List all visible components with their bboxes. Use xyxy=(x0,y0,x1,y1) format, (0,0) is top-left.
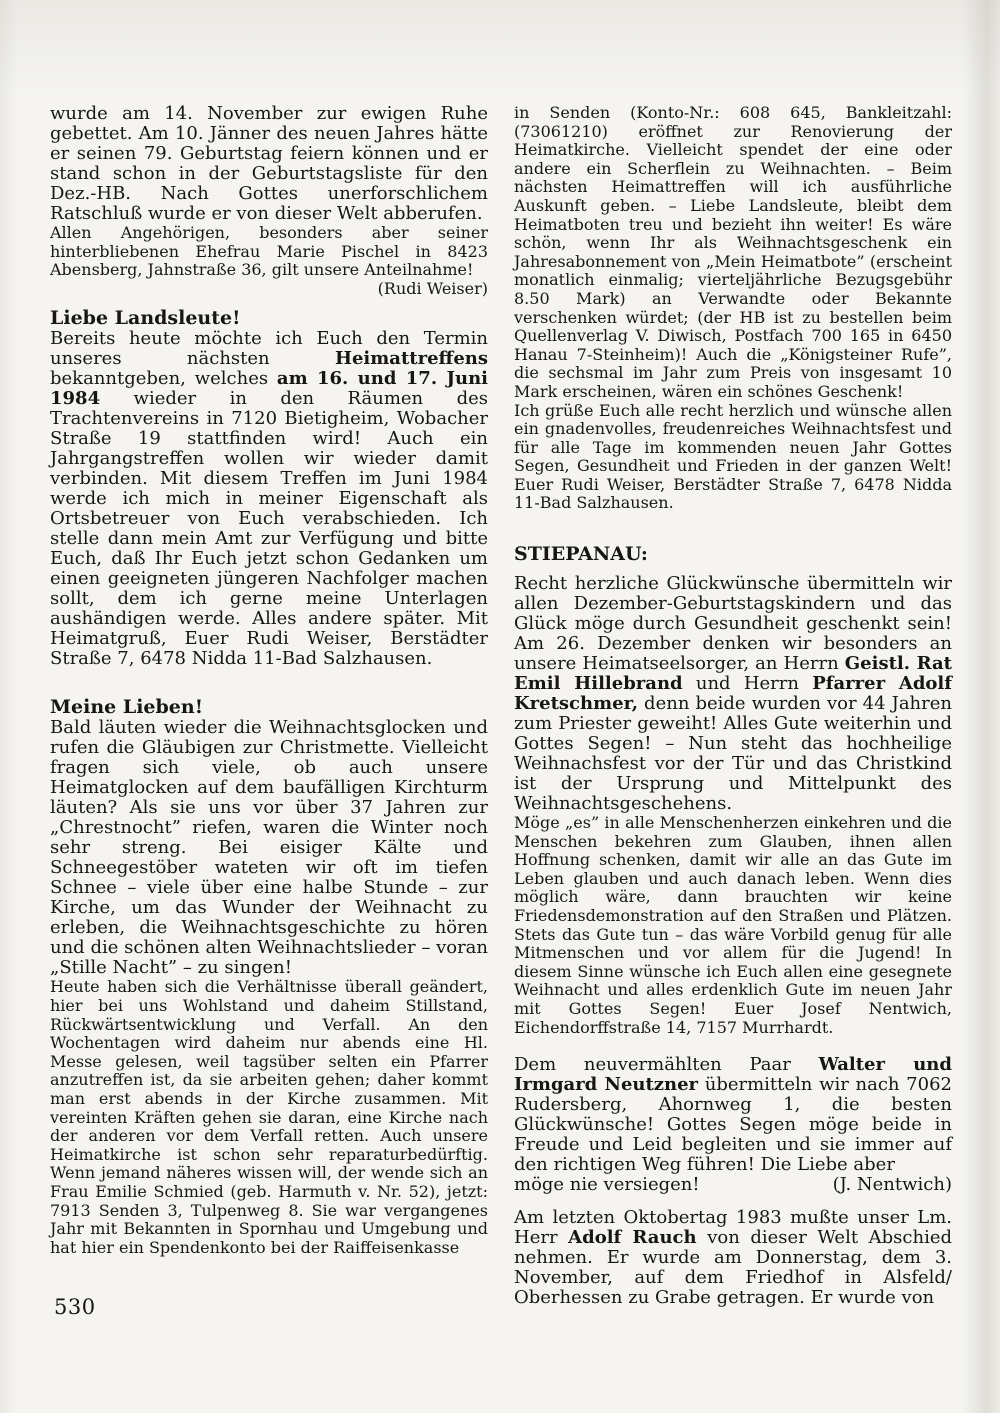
heimatkirche-paragraph: Heute haben sich die Verhältnisse überall geändert, hier bei uns Wohlstand und daheim Stillstand, Rückwärtsentwicklung und Verfall. An den Wochentagen wird daheim nur abends eine Hl. Messe gelesen, weil tagsüber selten ein Pfarrer anzutreffen ist, da sie arbeiten gehen; daher kommt man erst abends in der Kirche zusammen. Mit vereinten Kräften gehen sie daran, eine Kirche nach der anderen vor dem Verfall retten. Auch unsere Heimatkirche ist schon sehr reparaturbedürftig. Wenn jemand näheres wissen will, der wende sich an Frau Emilie Schmied (geb. Harmuth v. Nr. 52), jetzt: 7913 Senden 3, Tulpenweg 8. Sie war vergangenes Jahr mit Bekannten in Spornhau und Umgebung und hat hier ein Spendenkonto bei der Raiffeisenkasse xyxy=(50,977,488,1257)
obituary-paragraph: wurde am 14. November zur ewigen Ruhe gebettet. Am 10. Jänner des neuen Jahres hätte er seinen 79. Geburtstag feiern können und er stand schon in der Geburtstagsliste für den Dez.-HB. Nach Gottes unerforschlichem Ratschluß wurde er von dieser Welt abberufen. xyxy=(50,103,488,224)
stiepanau-paragraph: Recht herzliche Glückwünsche übermitteln wir allen Dezember-Geburtstagskindern und das Glück möge durch Gesundheit geschenkt sein! Am 26. Dezember denken wir besonders an unsere Heimatseelsorger, an Herrn Geistl. Rat Emil Hillebrand und Herrn Pfarrer Adolf Kretschmer, denn beide wurden vor 44 Jahren zum Priester geweiht! Alles Gute weiterhin und Gottes Segen! – Nun steht das hochheilige Weihnachsfest vor der Tür und das Christkind ist der Ursprung und Mittelpunkt des Weihnachtsgeschehens. xyxy=(514,573,953,815)
weihnachtsglocken-paragraph: Bald läuten wieder die Weihnachtsglocken und rufen die Gläubigen zur Christmette. Vielleicht fragen sich viele, ob auch unsere Heimatglocken auf dem baufälligen Kirchturm läuten? Als sie uns vor über 37 Jahren zur „Chrestnocht” riefen, waren die Winter noch sehr streng. Bei eisiger Kälte und Schneegestöber wateten wir oft im tiefen Schnee – viele über eine halbe Stunde – zur Kirche, um das Wunder der Weihnacht zu erleben, die Weihnachtsgeschichte zu hören und die schönen alten Weihnachtslieder – voran „Stille Nacht” – zu singen! xyxy=(50,717,488,979)
signature-j-nentwich: (J. Nentwich) xyxy=(832,1174,952,1196)
heading-stiepanau: STIEPANAU: xyxy=(514,543,648,566)
neutzner-last-line-text: möge nie versiegen! xyxy=(514,1174,700,1196)
spendenkonto-paragraph: in Senden (Konto-Nr.: 608 645, Bankleitzahl: (73061210) eröffnet zur Renovierung der Heimatkirche. Vielleicht spendet der eine oder andere ein Scherflein zu Weihnachten. – Beim nächsten Heimattreffen will ich ausführliche Auskunft geben. – Liebe Landsleute, bleibt dem Heimatboten treu und bezieht ihn weiter! Es wäre schön, wenn Ihr als Weihnachtsgeschenk ein Jahresabonnement von „Mein Heimatbote” (erscheint monatlich einmalig; vierteljährliche Bezugsgebühr 8.50 Mark) an Verwandte oder Bekannte verschenken würdet; (der HB ist zu bestellen beim Quellenverlag V. Diwisch, Postfach 700 165 in 6450 Hanau 7-Steinheim)! Auch die „Königsteiner Rufe”, die sechsmal im Jahr zum Preis von insgesamt 10 Mark erscheinen, wären ein schönes Geschenk! xyxy=(514,103,952,401)
left-column xyxy=(50,104,488,1308)
neutzner-paragraph: Dem neuvermählten Paar Walter und Irmgard Neutzner übermitteln wir nach 7062 Rudersberg, Ahornweg 1, die besten Glückwünsche! Gottes Segen möge beide in Freude und Leid begleiten und sie immer auf den richtigen Weg führen! Die Liebe aber xyxy=(514,1054,952,1176)
neutzner-last-line xyxy=(514,1175,952,1195)
condolence-paragraph: Allen Angehörigen, besonders aber seiner hinterbliebenen Ehefrau Marie Pischel in 8423 Abensberg, Jahnstraße 36, gilt unsere Anteilnahme! xyxy=(50,223,488,280)
scan-shadow-right xyxy=(962,0,1000,1413)
two-column-text-area xyxy=(50,104,952,1308)
heading-meine-lieben: Meine Lieben! xyxy=(50,696,204,719)
scan-shadow-left xyxy=(0,0,18,1413)
signature-rudi-weiser: (Rudi Weiser) xyxy=(377,278,488,298)
heading-liebe-landsleute: Liebe Landsleute! xyxy=(50,307,241,330)
adolf-rauch-paragraph: Am letzten Oktobertag 1983 mußte unser Lm. Herr Adolf Rauch von dieser Welt Abschied nehmen. Er wurde am Donnerstag, dem 3. November, auf dem Friedhof in Alsfeld/ Oberhessen zu Grabe getragen. Er wurde von xyxy=(514,1207,953,1309)
scan-shadow-top xyxy=(0,0,1000,95)
landsleute-paragraph: Bereits heute möchte ich Euch den Termin unseres nächsten Heimattreffens bekanntgeben, welches am 16. und 17. Juni 1984 wieder in den Räumen des Trachtenvereins in 7120 Bietigheim, Wobacher Straße 19 stattfinden wird! Auch ein Jahrgangstreffen wollen wir wieder damit verbinden. Mit diesem Treffen im Juni 1984 werde ich mich in meiner Eigenschaft als Ortsbetreuer von Euch verabschieden. Ich stelle dann mein Amt zur Verfügung und bitte Euch, daß Ihr Euch jetzt schon Gedanken um einen geeigneten jüngeren Nachfolger machen sollt, dem ich gerne meine Unterlagen aushändigen werde. Alles andere später. Mit Heimatgruß, Euer Rudi Weiser, Berstädter Straße 7, 6478 Nidda 11-Bad Salzhausen. xyxy=(50,328,488,670)
moege-es-paragraph: Möge „es” in alle Menschenherzen einkehren und die Menschen bekehren zum Glauben, ihnen allen Hoffnung schenken, damit wir alle an das Gute im Leben glauben und auch danach leben. Wenn dies möglich wäre, dann brauchten wir keine Friedensdemonstration auf den Straßen und Plätzen. Stets das Gute tun – das wäre Vorbild genug für alle Mitmenschen und vor allem für die Jugend! In diesem Sinne wünsche ich Euch allen eine gesegnete Weihnacht und alles erdenklich Gute im neuen Jahr mit Gottes Segen! Euer Josef Nentwich, Eichendorffstraße 14, 7157 Murrhardt. xyxy=(514,813,952,1037)
weihnachtsgruss-paragraph: Ich grüße Euch alle recht herzlich und wünsche allen ein gnadenvolles, freudenreiches Weihnachtsfest und für alle Tage im kommenden neuen Jahr Gottes Segen, Gesundheit und Frieden in der ganzen Welt! Euer Rudi Weiser, Berstädter Straße 7, 6478 Nidda 11-Bad Salzhausen. xyxy=(514,400,952,513)
right-column xyxy=(514,104,952,1308)
page-number: 530 xyxy=(54,1295,96,1319)
